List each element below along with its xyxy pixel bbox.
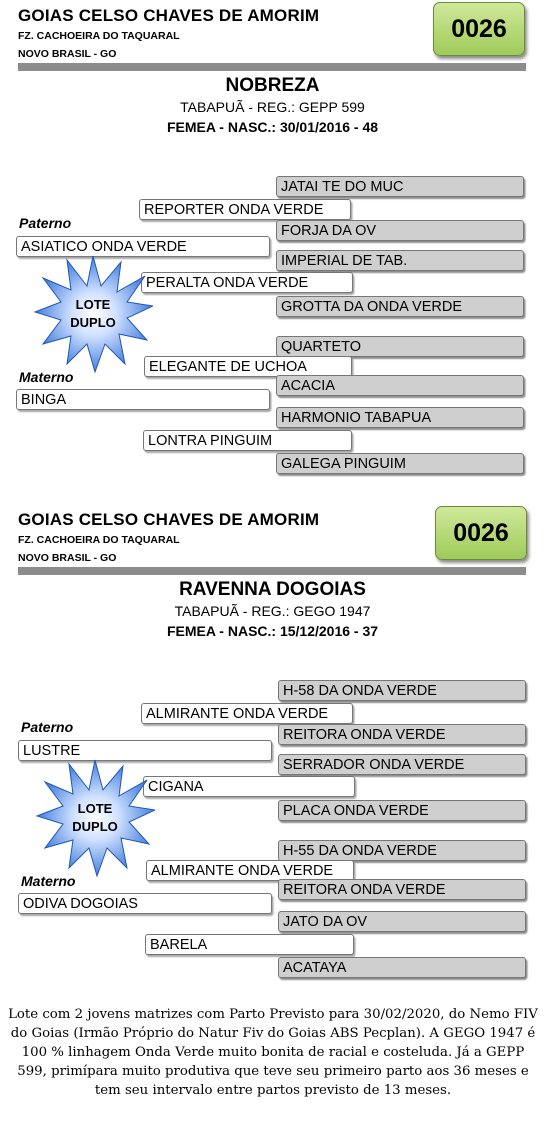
pedigree-dam-dam-dam: ACATAYA [278,957,526,978]
lot-number-badge: 0026 [435,506,527,560]
pedigree-sire-dam-sire: SERRADOR ONDA VERDE [278,754,526,775]
paterno-label: Paterno [21,719,74,735]
pedigree-dam-dam-sire: JATO DA OV [278,911,526,932]
pedigree-sire-sire: REPORTER ONDA VERDE [139,199,351,220]
lote-duplo-badge [35,758,155,878]
pedigree-dam: ODIVA DOGOIAS [18,893,272,914]
pedigree-sire-dam: CIGANA [143,776,355,797]
sex-birth-date: FEMEA - NASC.: 15/12/2016 - 37 [166,623,379,639]
pedigree-dam-sire-dam: ACACIA [276,375,524,396]
pedigree-sire-dam-sire: IMPERIAL DE TAB. [276,250,524,271]
lot-number-badge: 0026 [433,2,525,56]
materno-label: Materno [21,873,76,889]
divider [18,567,526,575]
paterno-label: Paterno [19,215,72,231]
pedigree-dam-dam-sire: HARMONIO TABAPUA [276,407,524,428]
sex-birth-date: FEMEA - NASC.: 30/01/2016 - 48 [166,119,379,135]
lote-label: LOTE [77,801,113,816]
divider [18,63,526,71]
pedigree-dam-sire: ALMIRANTE ONDA VERDE [146,860,354,881]
pedigree-sire-dam-dam: GROTTA DA ONDA VERDE [276,296,524,317]
lote-duplo-text [33,254,153,374]
lot-description: Lote com 2 jovens matrizes com Parto Previsto para 30/02/2020, do Nemo FIV do Goias (Irmão Próprio do Natur Fiv do Goias ABS Pecplan). A GEGO 1947 é 100 % linhagem Onda Verde muito bonita de racial e costeluda. Já a GEPP 599, primípara muito produtiva que teve seu primeiro parto aos 36 meses e tem seu intervalo entre partos previsto de 13 meses. [8,1007,538,1098]
breed-registration: TABAPUÃ - REG.: GEPP 599 [180,99,365,115]
pedigree-dam: BINGA [16,389,270,410]
farm-location: NOVO BRASIL - GO [18,48,117,60]
lote-duplo-badge [33,254,153,374]
lote-duplo-text [35,758,155,878]
pedigree-dam-sire: ELEGANTE DE UCHOA [144,356,352,377]
farm-name: FZ. CACHOEIRA DO TAQUARAL [18,30,180,42]
pedigree-dam-dam: LONTRA PINGUIM [143,430,352,451]
pedigree-sire: LUSTRE [18,740,272,761]
pedigree-dam-sire-sire: QUARTETO [276,336,524,357]
farm-location: NOVO BRASIL - GO [18,552,117,564]
pedigree-sire-dam: PERALTA ONDA VERDE [141,272,353,293]
pedigree-dam-sire-sire: H-55 DA ONDA VERDE [278,840,526,861]
animal-name: RAVENNA DOGOIAS [179,579,366,600]
pedigree-dam-sire-dam: REITORA ONDA VERDE [278,879,526,900]
owner-name: GOIAS CELSO CHAVES DE AMORIM [18,510,320,529]
farm-name: FZ. CACHOEIRA DO TAQUARAL [18,534,180,546]
animal-name: NOBREZA [225,75,320,96]
pedigree-sire-sire-dam: FORJA DA OV [276,220,524,241]
pedigree-sire-sire: ALMIRANTE ONDA VERDE [141,703,353,724]
breed-registration: TABAPUÃ - REG.: GEGO 1947 [174,603,371,619]
pedigree-sire: ASIATICO ONDA VERDE [16,236,270,257]
owner-name: GOIAS CELSO CHAVES DE AMORIM [18,6,320,25]
pedigree-sire-sire-sire: H-58 DA ONDA VERDE [278,680,526,701]
pedigree-dam-dam-dam: GALEGA PINGUIM [276,453,524,474]
pedigree-sire-dam-dam: PLACA ONDA VERDE [278,800,526,821]
pedigree-sire-sire-sire: JATAI TE DO MUC [276,176,524,197]
materno-label: Materno [19,369,74,385]
duplo-label: DUPLO [70,315,116,330]
pedigree-sire-sire-dam: REITORA ONDA VERDE [278,724,526,745]
duplo-label: DUPLO [72,819,118,834]
lote-label: LOTE [75,297,111,312]
pedigree-dam-dam: BARELA [145,934,354,955]
